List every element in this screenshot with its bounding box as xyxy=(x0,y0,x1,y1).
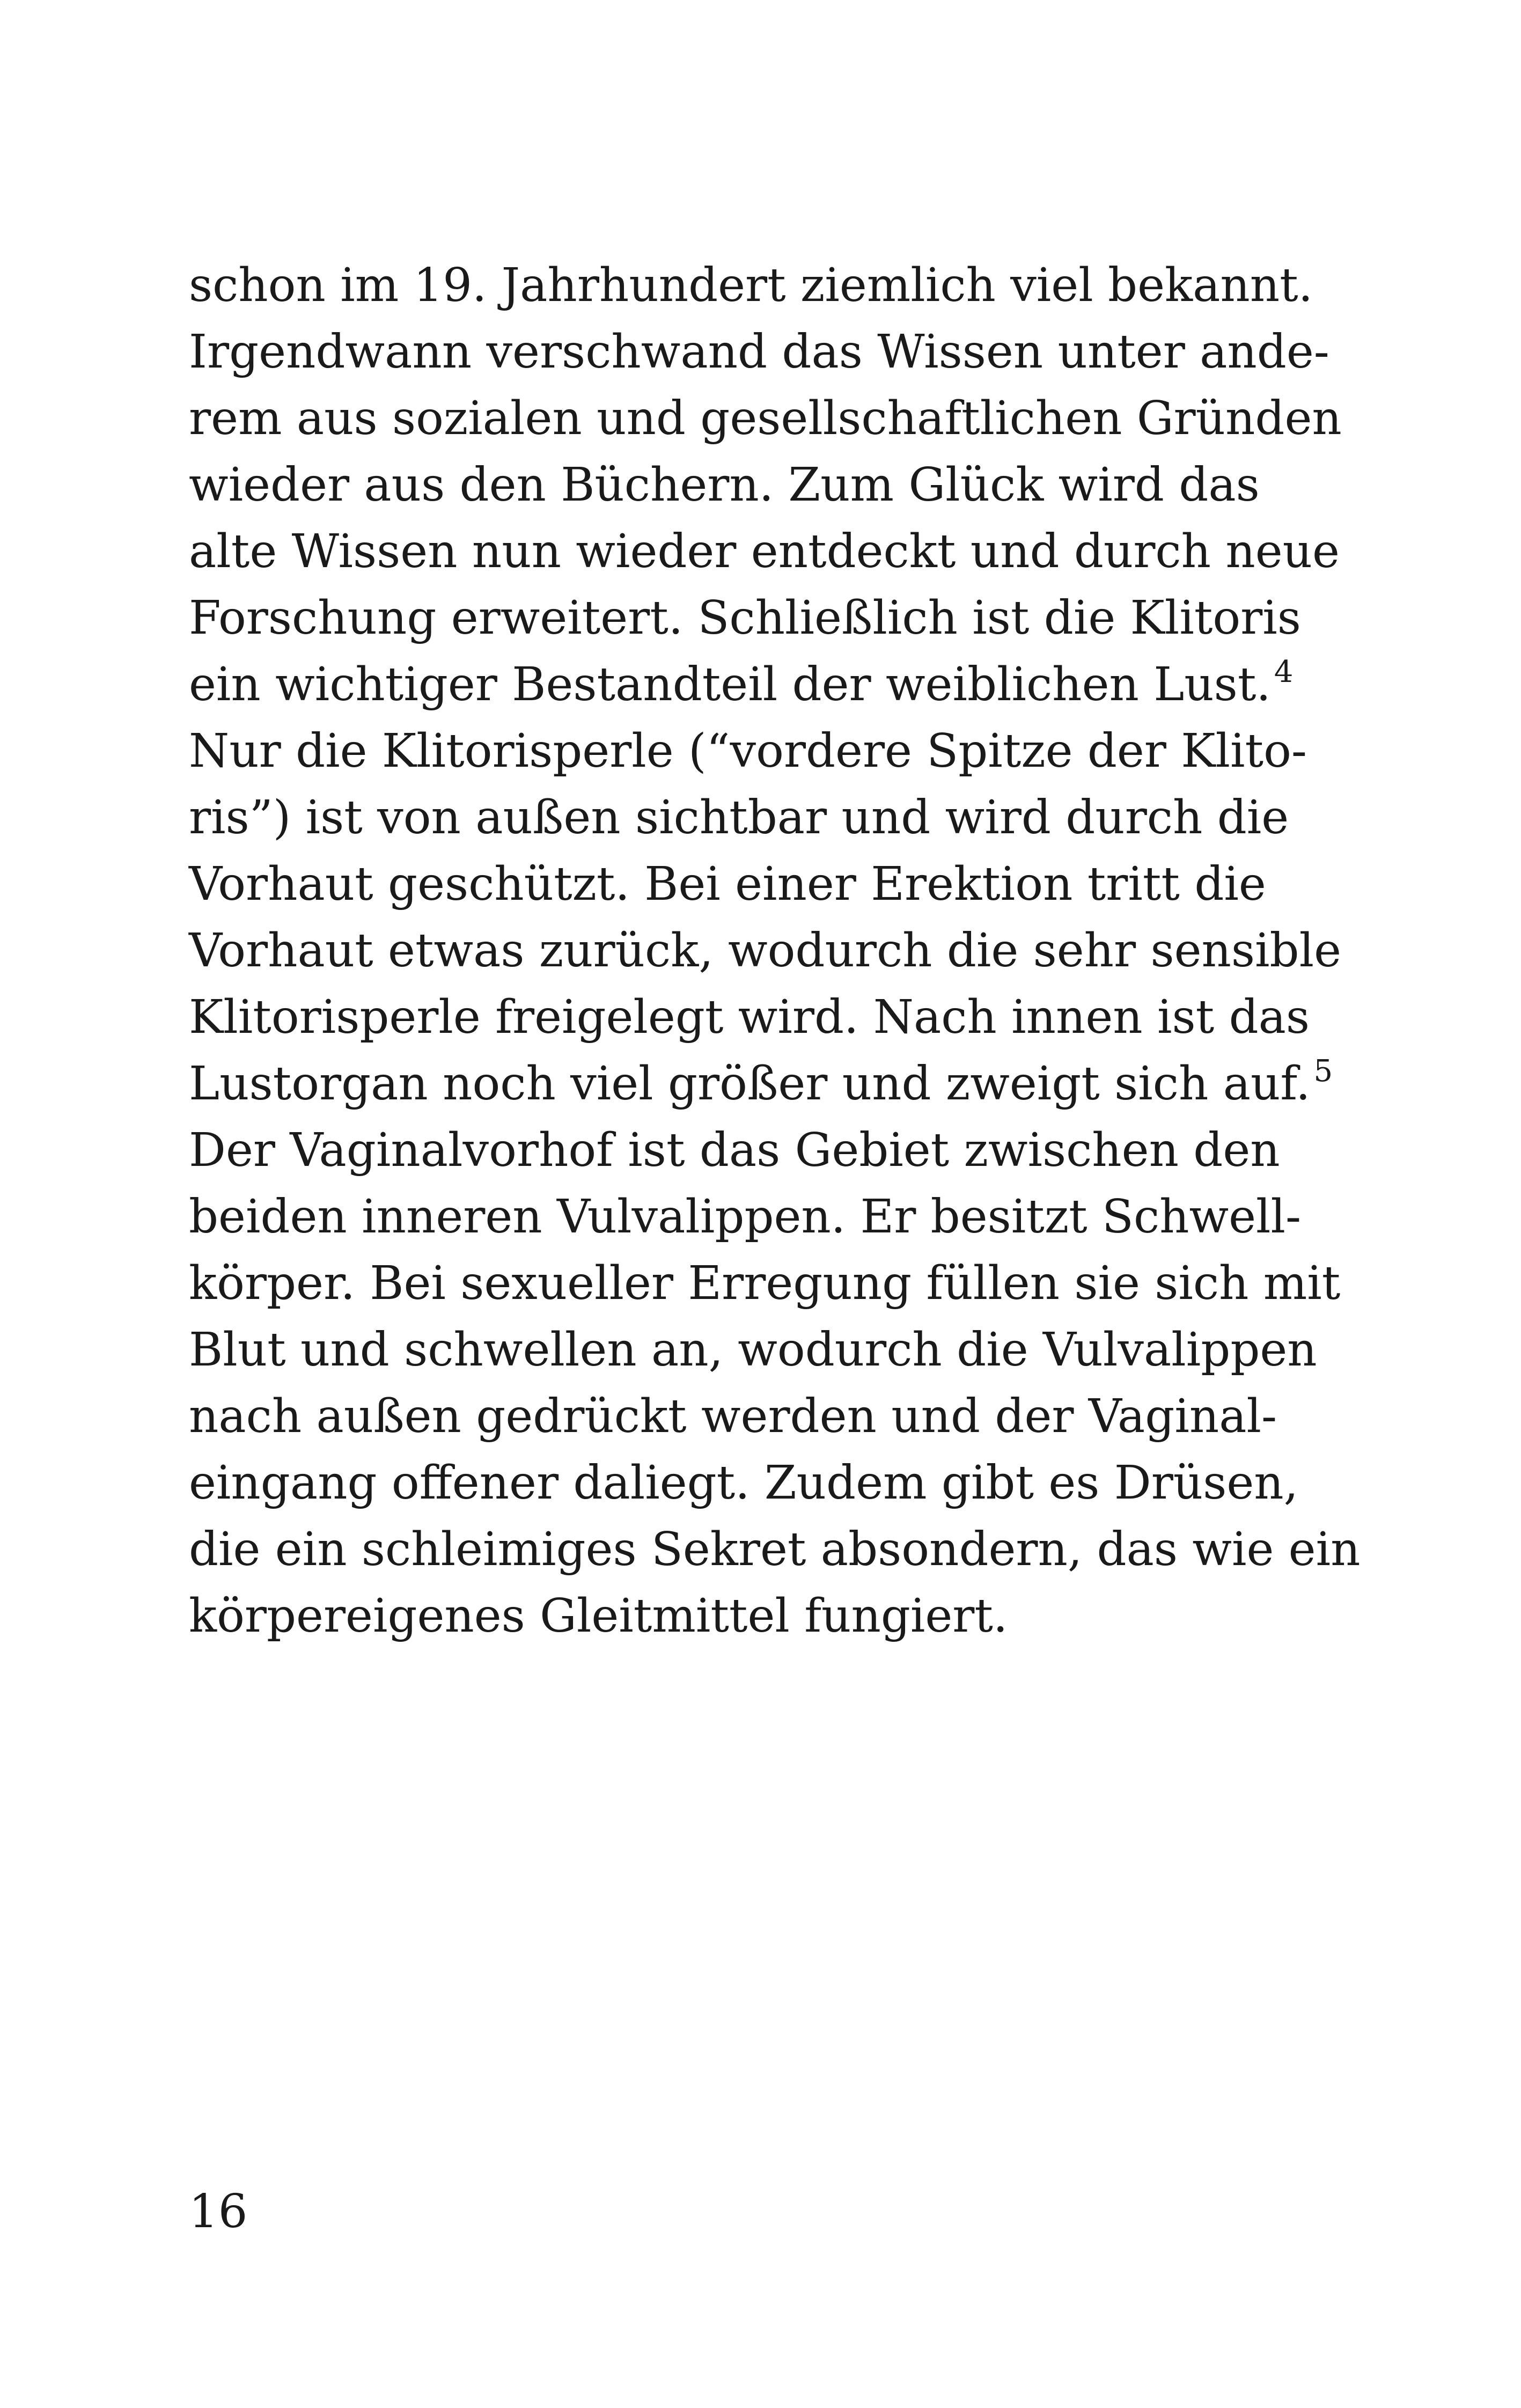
text-line: körpereigenes Gleitmittel fungiert. xyxy=(189,1589,1008,1643)
text-line: Vorhaut etwas zurück, wodurch die sehr sensible xyxy=(189,924,1341,978)
text-line: ein wichtiger Bestandteil der weiblichen Lust. $^4$ xyxy=(189,655,1294,711)
body-text xyxy=(189,252,1361,1649)
text-line: Blut und schwellen an, wodurch die Vulvalippen xyxy=(189,1323,1317,1377)
text-line: Klitorisperle freigelegt wird. Nach innen ist das xyxy=(189,990,1310,1044)
text-line: wieder aus den Büchern. Zum Glück wird das xyxy=(189,458,1260,512)
text-line: alte Wissen nun wieder entdeckt und durch neue xyxy=(189,525,1340,578)
text-line: rem aus sozialen und gesellschaftlichen Gründen xyxy=(189,392,1342,445)
text-line: Vorhaut geschützt. Bei einer Erektion tritt die xyxy=(189,857,1266,911)
text-line: schon im 19. Jahrhundert ziemlich viel bekannt. xyxy=(189,259,1313,312)
text-line: nach außen gedrückt werden und der Vaginal- xyxy=(189,1390,1277,1443)
text-line: körper. Bei sexueller Erregung füllen sie sich mit xyxy=(189,1257,1341,1310)
text-line: beiden inneren Vulvalippen. Er besitzt Schwell- xyxy=(189,1190,1302,1244)
text-line: Irgendwann verschwand das Wissen unter ande- xyxy=(189,325,1329,379)
text-line: eingang offener daliegt. Zudem gibt es Drüsen, xyxy=(189,1456,1298,1510)
text-line: Forschung erweitert. Schließlich ist die Klitoris xyxy=(189,591,1301,645)
footnote-marker[interactable]: 5 xyxy=(1313,1054,1333,1089)
text-line: Lustorgan noch viel größer und zweigt sich auf. $^5$ xyxy=(189,1054,1333,1111)
page-number: 16 xyxy=(189,2185,248,2238)
text-line: Nur die Klitorisperle (“vordere Spitze der Klito- xyxy=(189,724,1307,778)
footnote-marker[interactable]: 4 xyxy=(1274,655,1294,689)
text-line: ris”) ist von außen sichtbar und wird durch die xyxy=(189,791,1289,845)
text-line: Der Vaginalvorhof ist das Gebiet zwischen den xyxy=(189,1124,1280,1177)
text-line: die ein schleimiges Sekret absondern, das wie ein xyxy=(189,1523,1361,1576)
